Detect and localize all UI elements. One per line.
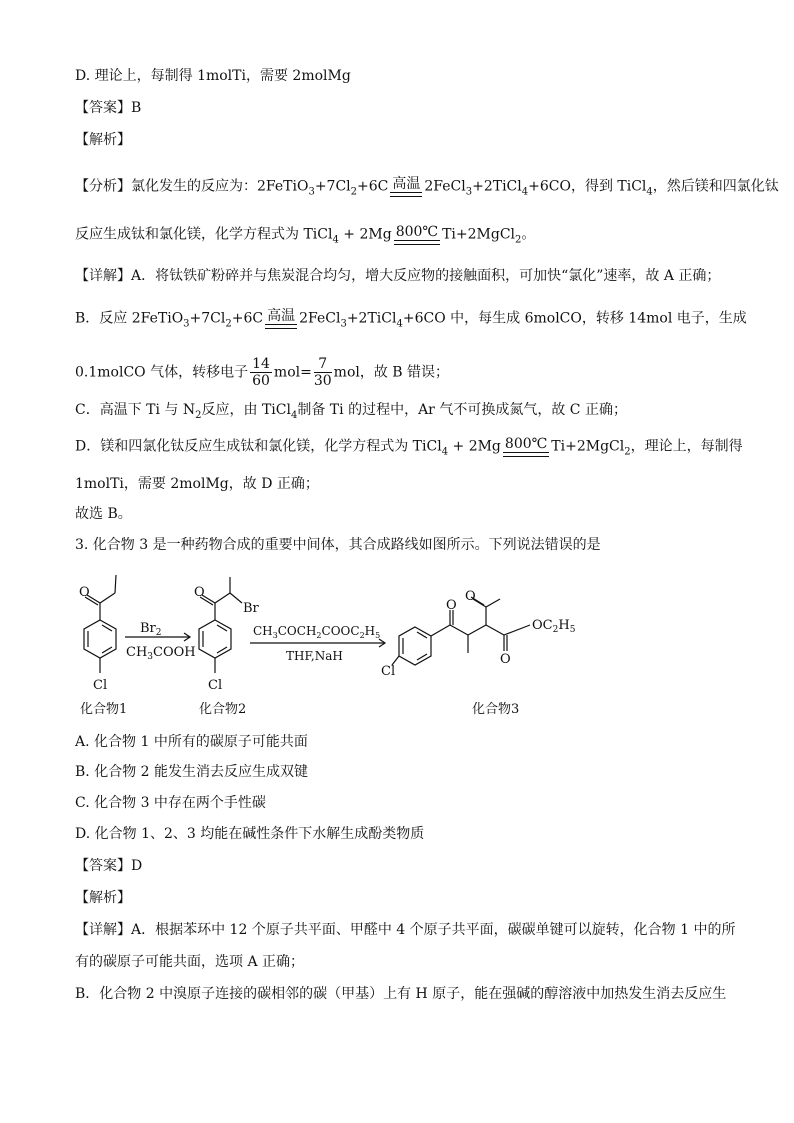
text: +7Cl — [314, 178, 351, 195]
text: ，然后镁和四氯化钛 — [652, 178, 779, 195]
compound-1-label: 化合物1 — [80, 702, 128, 717]
svg-text:O: O — [194, 585, 205, 600]
cl-atom-label: Cl — [208, 678, 223, 693]
compound-3-label: 化合物3 — [472, 702, 520, 717]
detail-b-line-1: B．反应 $2FeTiO_3+7Cl_2+6C$ 高温 2FeCl$_3$+2TiCl$_4$+6CO 中，每生成 6molCO，转移 14mol 电子，生成 — [75, 308, 747, 330]
text: mol，故 B 错误； — [333, 364, 450, 381]
text: 反应，由 TiCl — [201, 402, 291, 418]
oc2h5-label: $OC_2H_5$ — [532, 618, 576, 635]
text: 0.1molCO 气体，转移电子 — [75, 364, 249, 381]
text: +2TiCl — [346, 310, 397, 327]
reaction-scheme — [60, 565, 620, 725]
svg-text:O: O — [446, 598, 457, 613]
fenxi-tag: 【分析】 — [75, 178, 131, 195]
text: mol= — [273, 364, 312, 381]
text: +6C — [357, 178, 389, 195]
condition-high-temp: 高温 — [265, 308, 297, 329]
benzene-ring-2 — [199, 620, 231, 658]
text: A．根据苯环中 12 个原子共平面、甲醛中 4 个原子共平面，碳碳单键可以旋转，化合物 1 中的所 — [131, 922, 736, 938]
cl-atom-label: Cl — [381, 664, 396, 679]
reagent-ch3cooh: $CH_3COOH$ — [126, 645, 196, 662]
text: 2FeCl — [424, 178, 466, 195]
detail-d-line-1: D．镁和四氯化钛反应生成钛和氯化镁，化学方程式为 TiCl$_4$ + 2Mg 800℃ Ti+2MgCl$_2$，理论上，每制得 — [75, 436, 743, 458]
detail-c-q2: C．高温下 Ti 与 $N_2$反应，由 TiCl$_4$制备 Ti 的过程中，Ar 气不可换成氮气，故 C 正确； — [75, 402, 627, 421]
text: +2TiCl — [472, 178, 522, 195]
detail-tag: 【详解】 — [75, 922, 131, 938]
q3-option-b: B. 化合物 2 能发生消去反应生成双键 — [75, 764, 308, 780]
svg-text:O: O — [500, 652, 511, 667]
answer-value: B — [131, 100, 142, 116]
detail-a-q2 — [75, 266, 720, 286]
br-atom-label: Br — [243, 601, 259, 616]
conclusion-q2: 故选 B。 — [75, 506, 132, 522]
text: B．反应 2FeTiO — [75, 310, 184, 327]
q3-option-a: A. 化合物 1 中所有的碳原子可能共面 — [75, 734, 308, 750]
benzene-ring-1 — [84, 620, 116, 658]
detail-d-line-2: 1molTi，需要 2molMg，故 D 正确； — [75, 476, 319, 492]
text: +6C — [231, 310, 264, 327]
text: A．将钛铁矿粉碎并与焦炭混合均匀，增大反应物的接触面积，可加快“氯化”速率，故 A 正确； — [131, 268, 721, 284]
text: ，理论上，每制得 — [630, 438, 743, 455]
condition-800c: 800℃ — [503, 436, 549, 457]
text: +7Cl — [189, 310, 226, 327]
q3-detail-a-line-2: 有的碳原子可能共面，选项 A 正确； — [75, 954, 305, 970]
reagent-thf-nah: THF,NaH — [286, 649, 343, 663]
text: 2FeCl — [299, 310, 341, 327]
text: 氯化发生的反应为：2FeTiO — [131, 178, 309, 195]
condition-800c: 800℃ — [394, 224, 440, 245]
text: +6CO，得到 TiCl — [528, 178, 647, 195]
q3-option-c: C. 化合物 3 中存在两个手性碳 — [75, 795, 266, 811]
fraction-7-30: $\frac{7}{30}$ — [313, 356, 332, 389]
question-3-stem: 3. 化合物 3 是一种药物合成的重要中间体，其合成路线如图所示。下列说法错误的是 — [75, 537, 601, 553]
analysis-tag-q2: 【解析】 — [75, 132, 131, 148]
option-d: D. 理论上，每制得 1molTi，需要 2molMg — [75, 68, 351, 84]
detail-tag: 【详解】 — [75, 268, 131, 284]
q3-option-d: D. 化合物 1、2、3 均能在碱性条件下水解生成酚类物质 — [75, 826, 425, 842]
text: 制备 Ti 的过程中，Ar 气不可换成氮气，故 C 正确； — [297, 402, 627, 418]
reagent-br2: $Br_2$ — [140, 621, 162, 638]
benzene-ring-3 — [399, 627, 431, 665]
answer-line-q2 — [75, 98, 141, 118]
svg-text:O: O — [465, 589, 476, 604]
q3-detail-b-line-1: B．化合物 2 中溴原子连接的碳相邻的碳（甲基）上有 H 原子，能在强碱的醇溶液中加热发生消去反应生 — [75, 986, 727, 1002]
text: + 2Mg — [338, 226, 392, 243]
q3-detail-a-line-1 — [75, 920, 735, 940]
text: +6CO 中，每生成 6molCO，转移 14mol 电子，生成 — [402, 310, 747, 327]
text: D．镁和四氯化钛反应生成钛和氯化镁，化学方程式为 TiCl — [75, 438, 442, 455]
analysis-tag-q3: 【解析】 — [75, 890, 131, 906]
fraction-14-60: $\frac{14}{60}$ — [252, 356, 270, 389]
svg-text:O: O — [79, 585, 90, 600]
fenxi-line-2: 反应生成钛和氯化镁，化学方程式为 TiCl$_4$ + 2Mg 800℃ Ti+2MgCl$_2$。 — [75, 224, 536, 246]
answer-line-q3 — [75, 856, 142, 876]
answer-tag: 【答案】 — [75, 858, 131, 874]
text: C．高温下 Ti 与 N — [75, 402, 196, 418]
compound-2-label: 化合物2 — [199, 702, 247, 717]
text: + 2Mg — [448, 438, 501, 455]
condition-high-temp: 高温 — [390, 176, 422, 197]
text: Ti+2MgCl — [442, 226, 516, 243]
text: 反应生成钛和氯化镁，化学方程式为 TiCl — [75, 226, 333, 243]
answer-tag: 【答案】 — [75, 100, 131, 116]
reagent-ethyl-acetoacetate: $CH_3COCH_2COOC_2H_5$ — [253, 624, 381, 640]
answer-value: D — [131, 858, 143, 874]
fenxi-line-1: 【分析】氯化发生的反应为：$2FeTiO_3+7Cl_2+6C$ 高温 2FeCl$_3$+2TiCl$_4$+6CO，得到 TiCl$_4$，然后镁和四氯化钛 — [75, 176, 779, 198]
text: 。 — [521, 226, 536, 243]
cl-atom-label: Cl — [93, 678, 108, 693]
text: Ti+2MgCl — [551, 438, 625, 455]
detail-b-line-2 — [75, 356, 449, 389]
